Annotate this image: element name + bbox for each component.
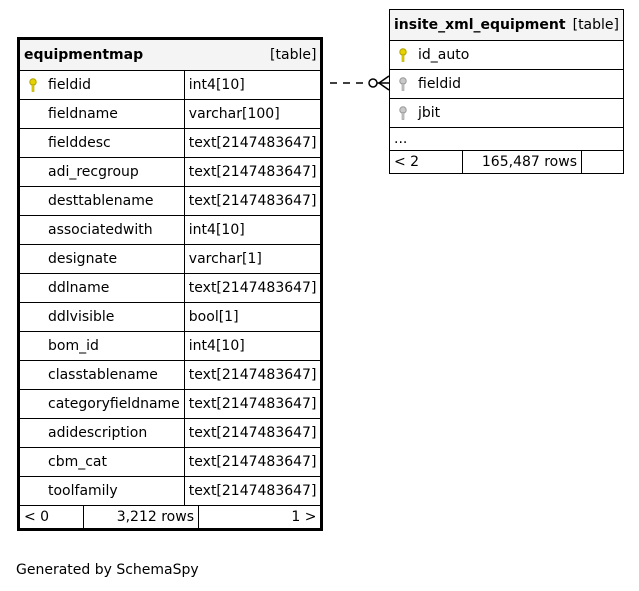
column-name: fieldname [48, 106, 118, 122]
children-link[interactable]: 1 > [291, 509, 317, 525]
crowfoot-upper [379, 76, 389, 83]
row-count: 3,212 rows [84, 506, 199, 528]
column-type: varchar[1] [184, 245, 322, 274]
column-name: fieldid [48, 77, 91, 93]
table-kind: [table] [270, 47, 317, 63]
column-name: fielddesc [48, 135, 111, 151]
column-name: cbm_cat [48, 454, 107, 470]
column-name: id_auto [418, 47, 470, 63]
column-type: bool[1] [184, 303, 322, 332]
column-type: text[2147483647] [184, 187, 322, 216]
relationship-optional-marker [369, 79, 377, 87]
column-name: categoryfieldname [48, 396, 180, 412]
column-name: ddlvisible [48, 309, 115, 325]
column-name: bom_id [48, 338, 99, 354]
column-type: int4[10] [184, 332, 322, 361]
column-name: ddlname [48, 280, 110, 296]
column-name: designate [48, 251, 118, 267]
parents-link[interactable]: < 2 [390, 151, 463, 173]
column-name: desttablename [48, 193, 154, 209]
generated-by-label: Generated by SchemaSpy [16, 562, 199, 578]
column-type: text[2147483647] [184, 129, 322, 158]
column-name: toolfamily [48, 483, 118, 499]
more-columns: ... [390, 128, 624, 151]
column-name: fieldid [418, 76, 461, 92]
column-type: int4[10] [184, 71, 322, 100]
column-type: text[2147483647] [184, 158, 322, 187]
column-name: jbit [418, 105, 441, 121]
parents-link[interactable]: < 0 [20, 506, 84, 528]
column-name: adi_recgroup [48, 164, 139, 180]
table-kind: [table] [572, 17, 619, 33]
column-type: text[2147483647] [184, 361, 322, 390]
column-name: associatedwith [48, 222, 153, 238]
column-name: adidescription [48, 425, 148, 441]
column-name: classtablename [48, 367, 158, 383]
row-count: 165,487 rows [463, 151, 582, 173]
table-name[interactable]: equipmentmap [24, 47, 144, 63]
column-type: text[2147483647] [184, 419, 322, 448]
column-type: text[2147483647] [184, 477, 322, 506]
column-type: int4[10] [184, 216, 322, 245]
crowfoot-lower [379, 83, 389, 90]
column-type: text[2147483647] [184, 390, 322, 419]
column-type: text[2147483647] [184, 448, 322, 477]
table-name[interactable]: insite_xml_equipment [394, 17, 566, 33]
column-type: text[2147483647] [184, 274, 322, 303]
column-type: varchar[100] [184, 100, 322, 129]
